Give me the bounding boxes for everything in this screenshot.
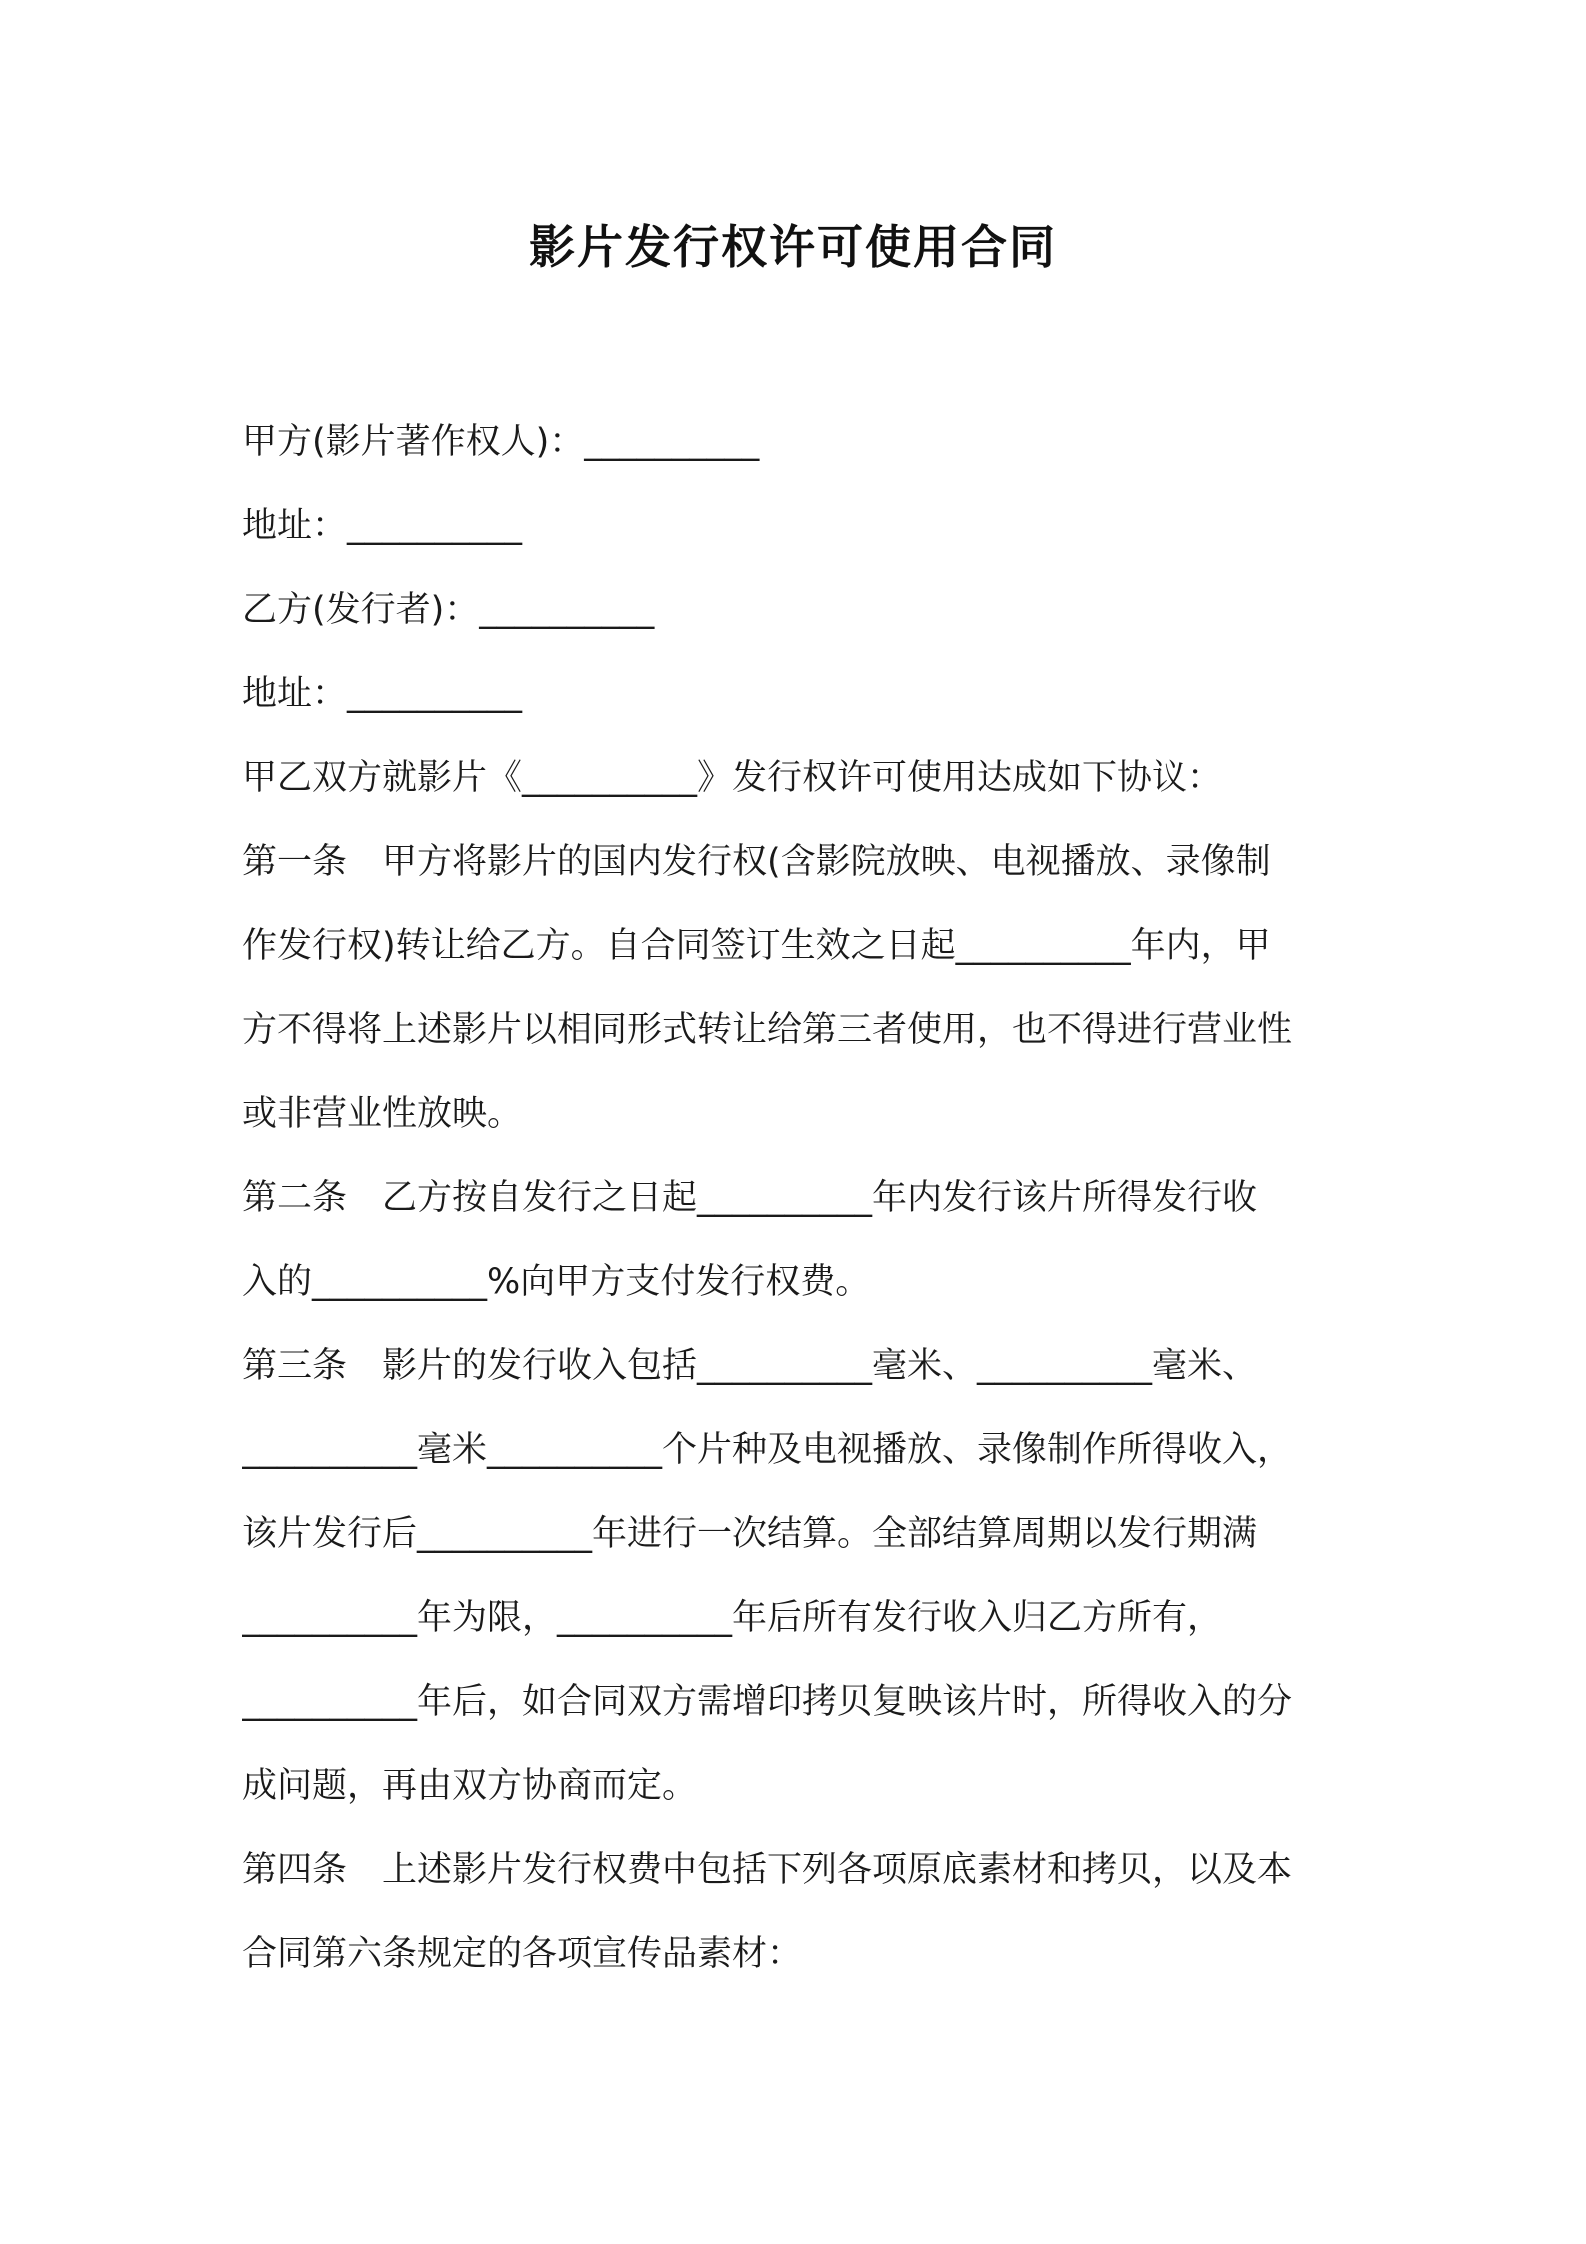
article-3-line-5: __________年后，如合同双方需增印拷贝复映该片时，所得收入的分 <box>242 1682 1293 1722</box>
party-a-line: 甲方(影片著作权人)：__________ <box>242 422 760 462</box>
article-3-line-3: 该片发行后__________年进行一次结算。全部结算周期以发行期满 <box>242 1514 1258 1554</box>
agreement-intro-line: 甲乙双方就影片《__________》发行权许可使用达成如下协议： <box>242 758 1223 798</box>
article-1-line-4: 或非营业性放映。 <box>242 1094 523 1134</box>
article-3-line-6: 成问题，再由双方协商而定。 <box>242 1766 698 1806</box>
party-a-address-line: 地址：__________ <box>242 506 523 546</box>
article-1-line-2: 作发行权)转让给乙方。自合同签订生效之日起__________年内，甲 <box>242 926 1271 966</box>
article-4-line-1: 第四条 上述影片发行权费中包括下列各项原底素材和拷贝，以及本 <box>242 1850 1293 1890</box>
party-b-line: 乙方(发行者)：__________ <box>242 590 655 630</box>
article-1-line-3: 方不得将上述影片以相同形式转让给第三者使用，也不得进行营业性 <box>242 1010 1293 1050</box>
article-1-line-1: 第一条 甲方将影片的国内发行权(含影院放映、电视播放、录像制 <box>242 842 1271 882</box>
article-4-line-2: 合同第六条规定的各项宣传品素材： <box>242 1934 803 1974</box>
article-3-line-1: 第三条 影片的发行收入包括__________毫米、__________毫米、 <box>242 1346 1258 1386</box>
article-2-line-1: 第二条 乙方按自发行之日起__________年内发行该片所得发行收 <box>242 1178 1258 1218</box>
document-body <box>242 400 1362 1996</box>
article-3-line-4: __________年为限，__________年后所有发行收入归乙方所有， <box>242 1598 1223 1638</box>
party-b-address-line: 地址：__________ <box>242 674 523 714</box>
document-title: 影片发行权许可使用合同 <box>529 220 1057 274</box>
article-2-line-2: 入的__________%向甲方支付发行权费。 <box>242 1262 871 1302</box>
article-3-line-2: __________毫米__________个片种及电视播放、录像制作所得收入， <box>242 1430 1293 1470</box>
